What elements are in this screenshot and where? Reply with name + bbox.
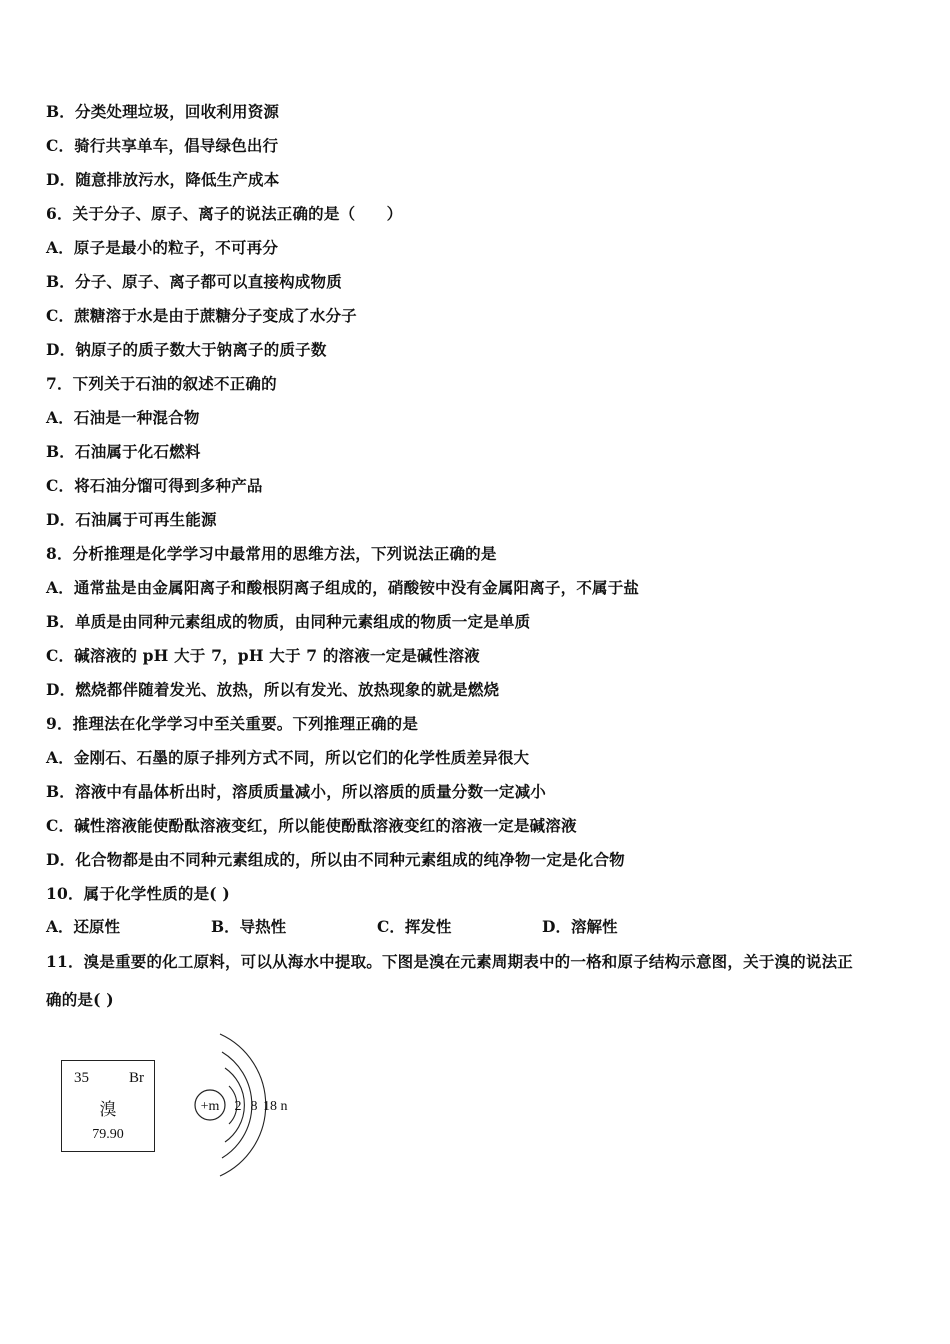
shell-2-electrons: 8 xyxy=(250,1099,258,1114)
shell-4-electrons: n xyxy=(280,1099,288,1114)
q6-stem: 6．关于分子、原子、离子的说法正确的是（ ） xyxy=(46,204,403,223)
q7-option-a: A．石油是一种混合物 xyxy=(46,408,200,427)
shell-1-electrons: 2 xyxy=(234,1099,242,1114)
q8-stem: 8．分析推理是化学学习中最常用的思维方法，下列说法正确的是 xyxy=(46,544,497,563)
q10-option-b: B．导热性 xyxy=(211,917,287,936)
q9-option-a: A．金刚石、石墨的原子排列方式不同，所以它们的化学性质差异很大 xyxy=(46,748,530,767)
q10-options xyxy=(46,917,906,937)
q9-option-c: C．碱性溶液能使酚酞溶液变红，所以能使酚酞溶液变红的溶液一定是碱溶液 xyxy=(46,816,577,835)
q8-option-c: C．碱溶液的 pH 大于 7，pH 大于 7 的溶液一定是碱性溶液 xyxy=(46,646,480,665)
q6-option-c: C．蔗糖溶于水是由于蔗糖分子变成了水分子 xyxy=(46,306,357,325)
element-name: 溴 xyxy=(99,1100,117,1119)
q7-option-d: D．石油属于可再生能源 xyxy=(46,510,217,529)
q8-option-d: D．燃烧都伴随着发光、放热，所以有发光、放热现象的就是燃烧 xyxy=(46,680,500,699)
q5-option-b: B．分类处理垃圾，回收利用资源 xyxy=(46,102,280,121)
q8-option-b: B．单质是由同种元素组成的物质，由同种元素组成的物质一定是单质 xyxy=(46,612,531,631)
q7-option-c: C．将石油分馏可得到多种产品 xyxy=(46,476,263,495)
q5-option-c: C．骑行共享单车，倡导绿色出行 xyxy=(46,136,279,155)
atomic-mass: 79.90 xyxy=(92,1127,124,1142)
q6-option-d: D．钠原子的质子数大于钠离子的质子数 xyxy=(46,340,327,359)
q11-stem-line2: 确的是( ) xyxy=(46,990,114,1009)
q5-option-d: D．随意排放污水，降低生产成本 xyxy=(46,170,280,189)
shell-3-electrons: 18 xyxy=(263,1099,277,1114)
atom-structure-diagram xyxy=(185,1030,305,1180)
q7-stem: 7．下列关于石油的叙述不正确的 xyxy=(46,374,277,393)
q6-option-b: B．分子、原子、离子都可以直接构成物质 xyxy=(46,272,342,291)
element-symbol: Br xyxy=(129,1070,144,1086)
periodic-table-cell xyxy=(61,1060,155,1152)
q10-stem: 10．属于化学性质的是( ) xyxy=(46,884,230,903)
q7-option-b: B．石油属于化石燃料 xyxy=(46,442,201,461)
q10-option-d: D．溶解性 xyxy=(542,917,618,936)
q11-stem-line1: 11．溴是重要的化工原料，可以从海水中提取。下图是溴在元素周期表中的一格和原子结构示意图，关于溴的说法正 xyxy=(46,952,853,971)
q9-stem: 9．推理法在化学学习中至关重要。下列推理正确的是 xyxy=(46,714,419,733)
nucleus-charge: +m xyxy=(200,1099,220,1114)
q10-option-c: C．挥发性 xyxy=(377,917,452,936)
q8-option-a: A．通常盐是由金属阳离子和酸根阴离子组成的，硝酸铵中没有金属阳离子，不属于盐 xyxy=(46,578,640,597)
q6-option-a: A．原子是最小的粒子，不可再分 xyxy=(46,238,279,257)
q9-option-b: B．溶液中有晶体析出时，溶质质量减小，所以溶质的质量分数一定减小 xyxy=(46,782,547,801)
q10-option-a: A．还原性 xyxy=(46,917,121,936)
atomic-number: 35 xyxy=(74,1070,89,1086)
q9-option-d: D．化合物都是由不同种元素组成的，所以由不同种元素组成的纯净物一定是化合物 xyxy=(46,850,625,869)
